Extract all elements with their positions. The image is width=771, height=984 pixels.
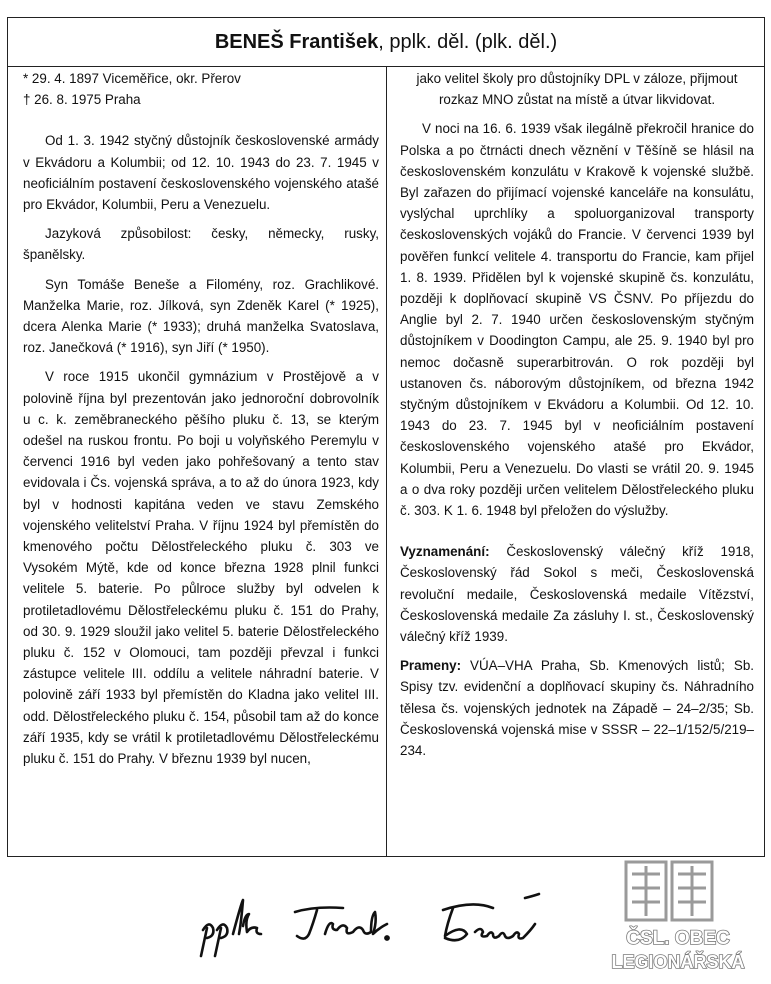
signature-text: pplk. Frant. Beneš <box>195 880 204 881</box>
career-continuation: jako velitel školy pro důstojníky DPL v záloze, přijmout rozkaz MNO zůstat na místě a útvar likvidovat. <box>416 71 738 108</box>
left-column <box>23 68 379 769</box>
card-header <box>8 18 764 67</box>
languages-paragraph: Jazyková způsobilost: česky, německy, rusky, španělsky. <box>23 226 379 263</box>
person-rank: , pplk. děl. (plk. děl.) <box>378 30 558 53</box>
handwritten-signature <box>195 880 575 960</box>
person-name: BENEŠ František <box>214 30 379 53</box>
exile-paragraph: V noci na 16. 6. 1939 však ilegálně překročil hranice do Polska a po čtrnácti dnech věznění v Těšíně se hlásil na československém konzulátu v Krakově k vojenské službě. Byl zařazen do přijímací vojenské kanceláře na konsulátu, vyslýchal uprchlíky a spoluorganizoval transporty československých vojáků do Francie. V červenci 1939 byl pověřen funkcí velitele 4. transportu do Francie, kam přijel 1. 8. 1939. Přidělen byl k vojenské skupině čs. konzulátu, později k doplňovací skupině VS ČSNV. Po příjezdu do Anglie byl 2. 7. 1940 určen československým styčným důstojníkem v Doodington Campu, ale 25. 9. 1940 byl pro nemoc dočasně superarbitrován. O rok později byl ustanoven čs. náborovým důstojníkem, od března 1942 styčným důstojníkem v Ekvádoru a Kolumbii. Od 12. 10. 1943 do 23. 7. 1945 byl v neoficiálním postavení československého vojenského atašé pro Ekvádor, Kolumbii, Peru a Venezuelu. Do vlasti se vrátil 20. 9. 1945 a o dva roky později určen velitelem Dělostřeleckého pluku č. 303. K 1. 6. 1948 byl přeložen do výslužby. <box>400 121 754 519</box>
sources-paragraph <box>400 655 754 761</box>
family-paragraph: Syn Tomáše Beneše a Filomény, roz. Grachlikové. Manželka Marie, roz. Jílková, syn Zdeněk Karel (* 1925), dcera Alenka Marie (* 1933); druhá manželka Svatoslava, roz. Janečková (* 1916), syn Jiří (* 1950). <box>23 276 379 356</box>
right-column <box>400 68 754 761</box>
sources-label: Prameny: <box>400 658 462 674</box>
sources-text: VÚA–VHA Praha, Sb. Kmenových listů; Sb. Spisy tzv. evidenční a doplňovací skupiny čs. Náhradního tělesa čs. vojenských jednotek na Západě – 24–2/35; Sb. Československá vojenská mise v SSSR – 22–1/152/5/219–234. <box>400 658 754 759</box>
birth-info: * 29. 4. 1897 Viceměřice, okr. Přerov <box>23 71 241 86</box>
biography-card <box>7 17 765 857</box>
awards-text: Československý válečný kříž 1918, Československý řád Sokol s meči, Československá revoluční medaile, Československá medaile Vítězství, Československá medaile Za zásluhy I. st., Československý válečný kříž 1939. <box>400 544 754 645</box>
awards-label: Vyznamenání: <box>400 544 490 560</box>
awards-paragraph <box>400 541 754 647</box>
summary-paragraph: Od 1. 3. 1942 styčný důstojník československé armády v Ekvádoru a Kolumbii; od 12. 10. 1943 do 23. 7. 1945 v neoficiálním postavení československého vojenského atašé pro Ekvádor, Kolumbii, Peru a Venezuelu. <box>23 133 379 213</box>
stamp-line-1: ČSL. OBEC <box>626 928 730 949</box>
career-paragraph: V roce 1915 ukončil gymnázium v Prostějově a v polovině října byl prezentován jako jednoroční dobrovolník u c. k. zeměbraneckého pěšího pluku č. 13, se kterým odešel na ruskou frontu. Po boji u volyňského Peremylu v červenci 1916 byl veden jako pohřešovaný a tento stav evidovala i Čs. vojenská správa, a to až do února 1923, kdy byl v hodnosti kapitána veden ve stavu Zemského vojenského velitelství Praha. V říjnu 1924 byl přemístěn do kmenového počtu Dělostřeleckého pluku č. 303 ve Vysokém Mýtě, kde od konce března 1928 plnil funkci velitele 5. baterie. Po půlroce služby byl odvelen k protiletadlovému Dělostřeleckému pluku č. 151 do Prahy, od 30. 9. 1929 sloužil jako velitel 5. baterie Dělostřeleckého pluku č. 152 v Olomouci, tam později převzal i funkci zástupce velitele III. oddílu a velitele náhradní baterie. V polovině září 1933 byl přemístěn do Kladna jako velitel III. odd. Dělostřeleckého pluku č. 154, působil tam až do konce září 1935, kdy se vrátil k protiletadlovému Dělostřeleckému pluku č. 151 do Prahy. V březnu 1939 byl nucen, <box>23 369 379 767</box>
column-divider <box>386 66 387 856</box>
death-info: † 26. 8. 1975 Praha <box>23 92 141 108</box>
legion-stamp <box>598 858 758 976</box>
stamp-line-2: LEGIONÁŘSKÁ <box>611 952 745 972</box>
